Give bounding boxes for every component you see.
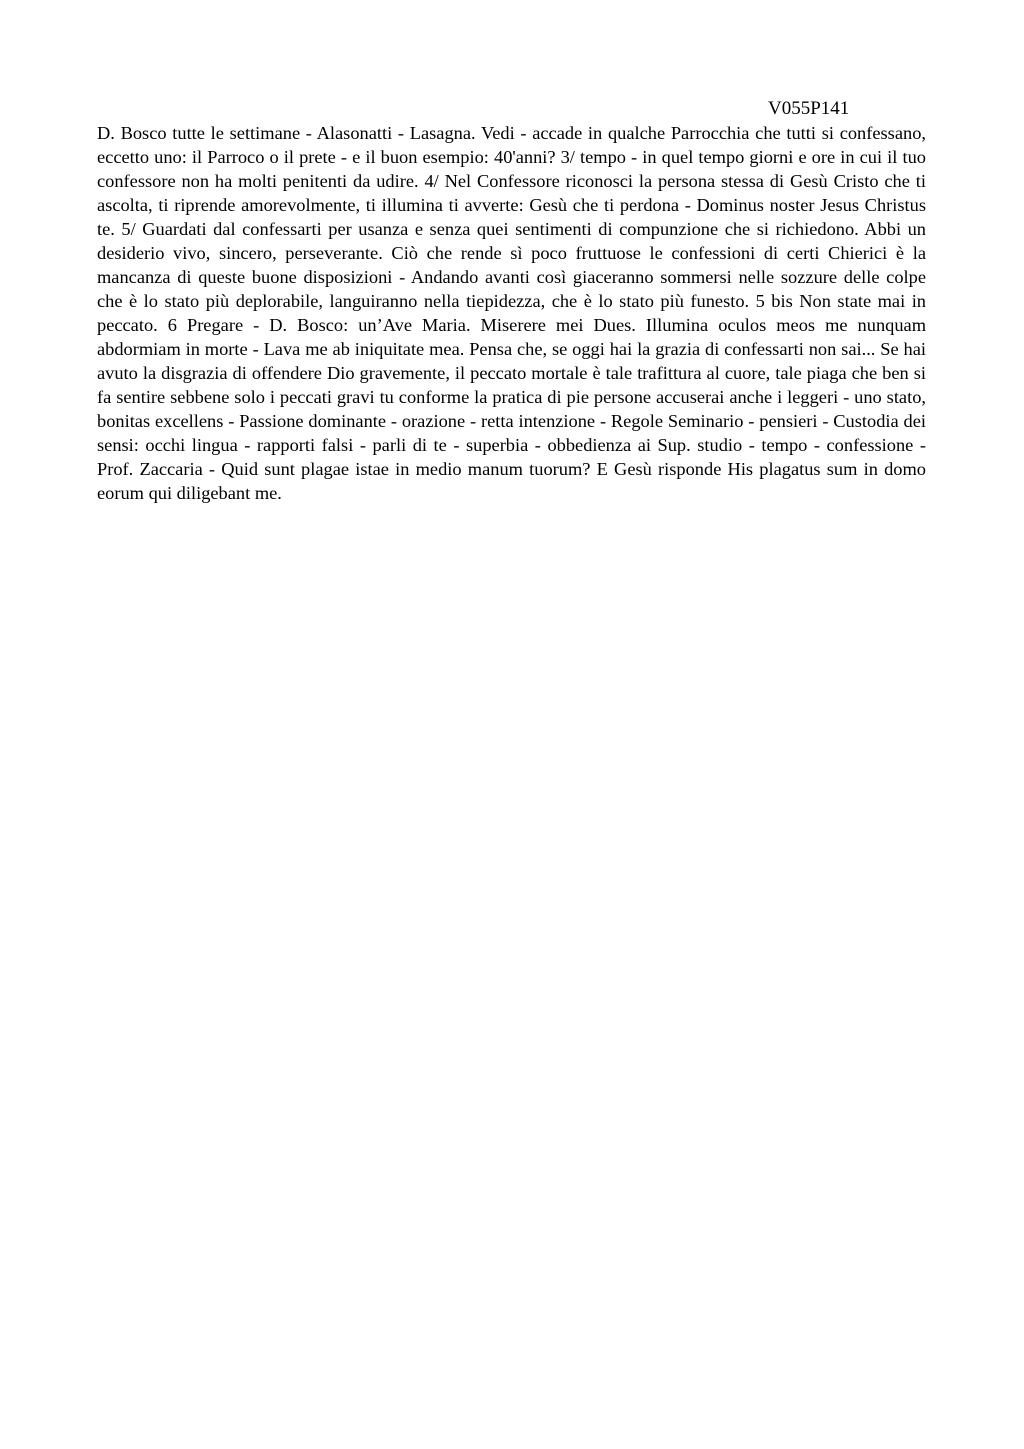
page-identifier: V055P141 xyxy=(768,98,850,119)
body-paragraph: D. Bosco tutte le settimane - Alasonatti - Lasagna. Vedi - accade in qualche Parrocchia che tutti si confessano, eccetto uno: il Parroco o il prete - e il buon esempio: 40'anni? 3/ tempo - in quel tempo giorni e ore in cui il tuo confessore non ha molti penitenti da udire. 4/ Nel Confessore riconosci la persona stessa di Gesù Cristo che ti ascolta, ti riprende amorevolmente, ti illumina ti avverte: Gesù che ti perdona - Dominus noster Jesus Christus te. 5/ Guardati dal confessarti per usanza e senza quei sentimenti di compunzione che si richiedono. Abbi un desiderio vivo, sincero, perseverante. Ciò che rende sì poco fruttuose le confessioni di certi Chierici è la mancanza di queste buone disposizioni - Andando avanti così giaceranno sommersi nelle sozzure delle colpe che è lo stato più deplorabile, languiranno nella tiepidezza, che è lo stato più funesto. 5 bis Non state mai in peccato. 6 Pregare - D. Bosco: un’Ave Maria. Miserere mei Dues. Illumina oculos meos me nunquam abdormiam in morte - Lava me ab iniquitate mea. Pensa che, se oggi hai la grazia di confessarti non sai... Se hai avuto la disgrazia di offendere Dio gravemente, il peccato mortale è tale trafittura al cuore, tale piaga che ben si fa sentire sebbene solo i peccati gravi tu conforme la pratica di pie persone accuserai anche i leggeri - uno stato, bonitas excellens - Passione dominante - orazione - retta intenzione - Regole Seminario - pensieri - Custodia dei sensi: occhi lingua - rapporti falsi - parli di te - superbia - obbedienza ai Sup. studio - tempo - confessione - Prof. Zaccaria - Quid sunt plagae istae in medio manum tuorum? E Gesù risponde His plagatus sum in domo eorum qui diligebant me. xyxy=(97,123,926,503)
